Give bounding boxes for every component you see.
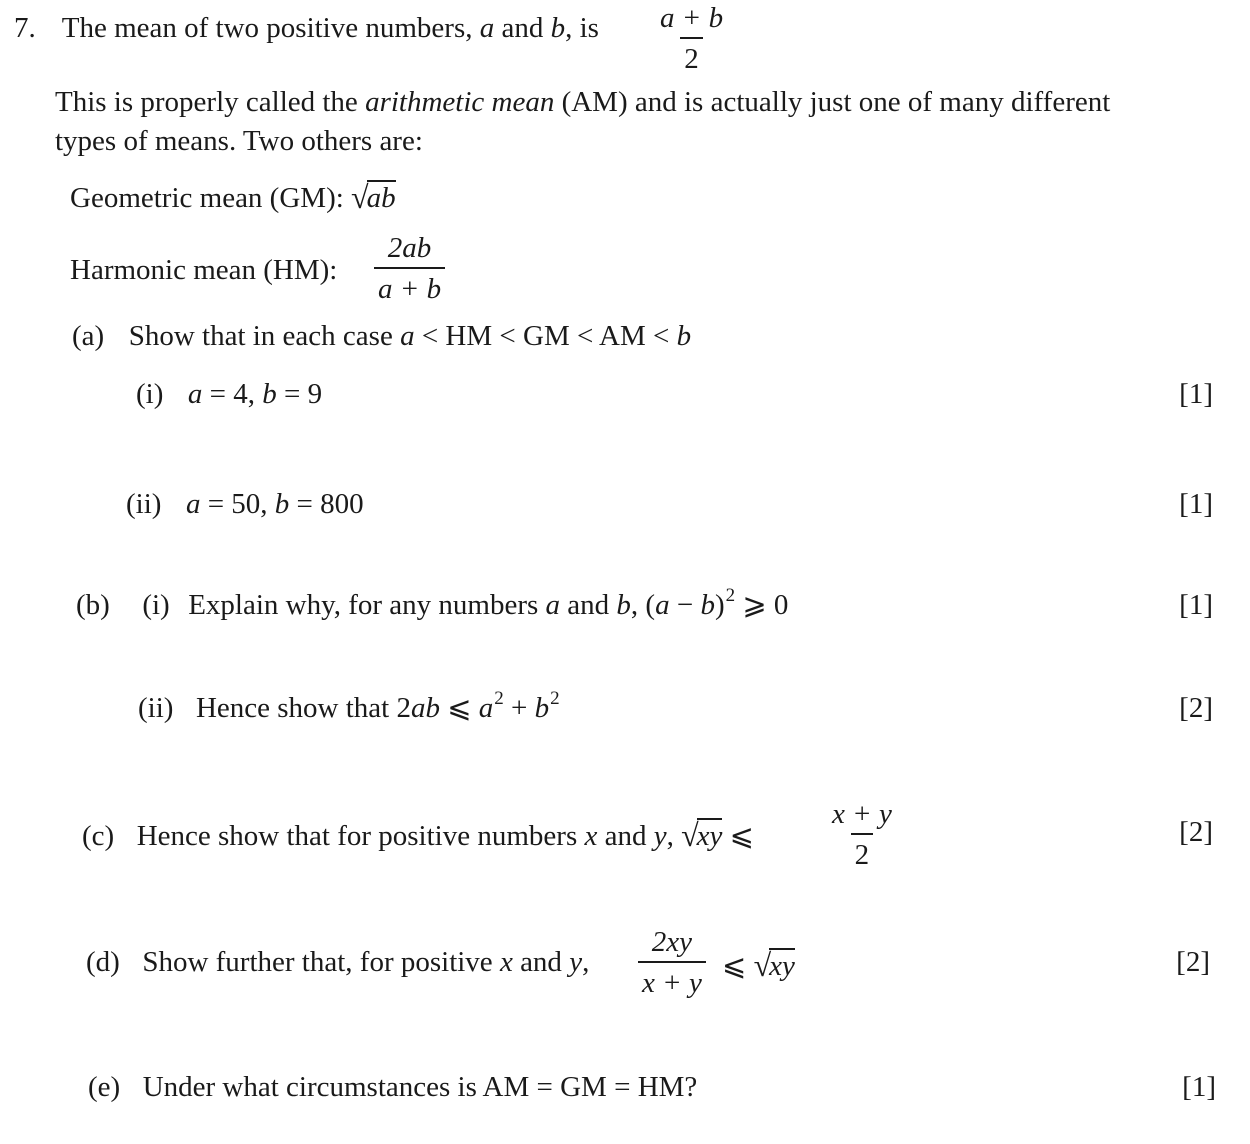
intro-text: The mean of two positive numbers,	[61, 12, 473, 44]
para-line1-post: (AM) and is actually just one of many different	[561, 86, 1111, 118]
part-e-text: Under what circumstances is AM = GM = HM?	[142, 1071, 698, 1103]
intro-is: , is	[565, 12, 599, 44]
gm-label: Geometric mean (GM):	[70, 182, 344, 214]
part-d-text: Show further that, for positive	[142, 946, 493, 978]
part-b-ii-lhs-num: 2	[396, 692, 411, 724]
part-c-text: Hence show that for positive numbers	[136, 820, 578, 852]
part-c-sqrt: √xy	[681, 817, 723, 853]
part-b-ii-line	[138, 688, 560, 724]
am-fraction	[652, 4, 731, 74]
paragraph-line-1	[55, 88, 1110, 117]
para-line1-pre: This is properly called the	[55, 86, 358, 118]
part-d-y: y	[569, 946, 583, 978]
part-c-radicand: xy	[696, 820, 723, 852]
part-a-i-a: a	[187, 378, 203, 410]
part-b-ii-label: (ii)	[138, 692, 174, 724]
part-d-denominator: x + y	[638, 961, 706, 998]
part-b-ii-lhs-vars: ab	[410, 692, 440, 724]
var-b: b	[550, 12, 566, 44]
geometric-mean-line	[70, 180, 396, 213]
part-d-numerator: 2xy	[651, 926, 693, 958]
part-a-ii-end: = 800	[289, 488, 364, 520]
part-a-ii-b: b	[274, 488, 290, 520]
part-a-ii-mid: = 50,	[200, 488, 275, 520]
part-c-y: y	[653, 820, 667, 852]
part-d-comma: ,	[582, 946, 590, 978]
part-b-ii-b: b	[534, 692, 550, 724]
harmonic-mean-label: Harmonic mean (HM):	[70, 254, 338, 286]
part-b-i-text: Explain why, for any numbers	[188, 589, 539, 621]
part-a-i-marks: [1]	[1179, 378, 1213, 410]
part-d-marks: [2]	[1176, 946, 1210, 978]
part-b-ii-rel: ⩽	[439, 692, 479, 724]
part-b-i-marks: [1]	[1179, 589, 1213, 621]
hm-numerator	[384, 234, 436, 267]
part-c-x: x	[584, 820, 598, 852]
part-a-i-b: b	[262, 378, 277, 410]
part-a-label: (a)	[72, 320, 105, 352]
intro-and: and	[501, 12, 544, 44]
hm-fraction	[370, 234, 449, 304]
part-a-chain-a: a	[400, 320, 415, 352]
part-b-i-expr-a: a	[655, 589, 670, 621]
part-c-label: (c)	[82, 820, 115, 852]
part-c-numerator: x + y	[832, 798, 892, 830]
part-b-ii-a: a	[478, 692, 494, 724]
part-b-i-close: )	[714, 589, 725, 621]
part-a-chain-mid: < HM < GM < AM <	[414, 320, 677, 352]
part-d-sqrt: √xy	[753, 947, 795, 983]
part-c-comma: ,	[666, 820, 674, 852]
gm-radicand: ab	[366, 182, 396, 214]
question-header	[14, 14, 599, 43]
part-c-line	[82, 818, 754, 851]
part-c-rel: ⩽	[729, 820, 754, 852]
question-number: 7.	[14, 12, 36, 44]
part-b-i-minus: −	[669, 589, 701, 621]
part-a-chain-b: b	[676, 320, 692, 352]
part-b-label: (b)	[76, 589, 110, 621]
part-b-ii-exp2: 2	[550, 688, 560, 709]
part-e-label: (e)	[88, 1071, 121, 1103]
part-a-i-end: = 9	[276, 378, 323, 410]
am-numerator: a + b	[660, 2, 724, 34]
part-b-ii-text: Hence show that	[195, 692, 390, 724]
part-e-line	[88, 1073, 697, 1102]
part-b-i-exp: 2	[725, 585, 736, 606]
part-d-rhs	[722, 948, 795, 981]
part-b-i-open: , (	[630, 589, 656, 621]
var-a: a	[479, 12, 495, 44]
part-b-ii-marks: [2]	[1179, 692, 1213, 724]
part-b-i-rel: ⩾ 0	[735, 589, 789, 621]
part-a-ii-line	[126, 490, 364, 519]
part-c-and: and	[604, 820, 647, 852]
part-d-line	[86, 948, 589, 977]
part-a-i-label: (i)	[136, 378, 164, 410]
part-b-ii-plus: +	[503, 692, 535, 724]
am-denominator: 2	[680, 37, 703, 74]
gm-sqrt: √ab	[351, 179, 396, 215]
part-a-line	[72, 322, 691, 351]
part-a-ii-a: a	[185, 488, 201, 520]
part-b-i-label: (i)	[142, 589, 170, 621]
hm-denominator: a + b	[374, 267, 445, 304]
part-d-label: (d)	[86, 946, 120, 978]
part-b-i-line	[76, 585, 789, 621]
para-line1-italic: arithmetic mean	[365, 86, 555, 118]
part-c-fraction	[824, 800, 900, 870]
part-e-marks: [1]	[1182, 1071, 1216, 1103]
part-b-i-expr-b: b	[700, 589, 715, 621]
part-a-ii-marks: [1]	[1179, 488, 1213, 520]
part-c-denominator: 2	[851, 833, 874, 870]
part-a-i-line	[136, 380, 322, 409]
part-d-and: and	[520, 946, 562, 978]
part-a-text: Show that in each case	[128, 320, 393, 352]
part-b-i-and: and	[567, 589, 610, 621]
part-b-i-a: a	[545, 589, 561, 621]
part-b-ii-exp1: 2	[494, 688, 504, 709]
part-c-marks: [2]	[1179, 816, 1213, 848]
part-d-radicand: xy	[769, 950, 795, 982]
part-d-x: x	[499, 946, 513, 978]
paragraph-line-2: types of means. Two others are:	[55, 125, 423, 157]
part-d-fraction	[634, 928, 710, 998]
part-d-rel: ⩽	[722, 950, 747, 982]
part-a-ii-label: (ii)	[126, 488, 162, 520]
part-a-i-mid: = 4,	[202, 378, 263, 410]
hm-numerator-text: 2ab	[387, 232, 432, 264]
part-b-i-b: b	[616, 589, 631, 621]
